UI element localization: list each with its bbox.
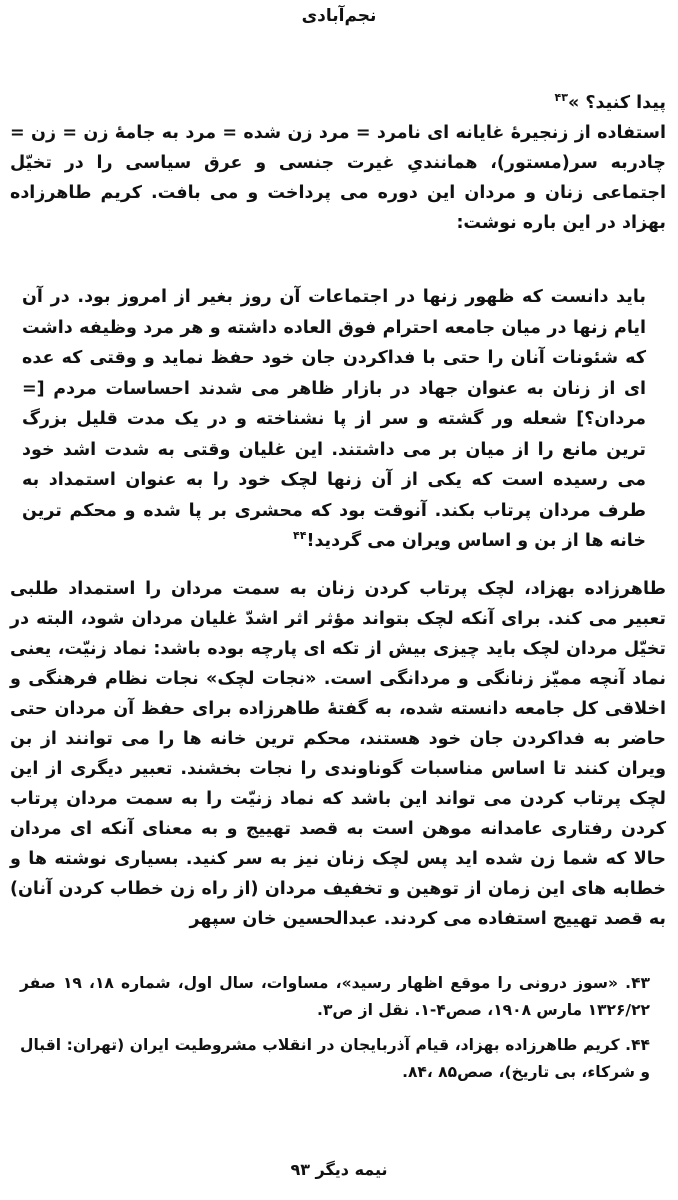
footnotes [20, 970, 650, 1094]
footnote-43: ۴۳. «سوز درونی را موقع اظهار رسید»، مساوات، سال اول، شماره ۱۸، ۱۹ صفر ۱۳۲۶/۲۲ مارس ۱۹۰۸، صص۴-۱. نقل از ص۳. [20, 974, 650, 1019]
lead-line-text: پیدا کنید؟ » [567, 93, 666, 113]
running-header: نجم‌آبادی [301, 6, 377, 26]
footnote-44: ۴۴. کریم طاهرزاده بهزاد، قیام آذربایجان در انقلاب مشروطیت ایران (تهران: اقبال و شرکاء، بی تاریخ)، صص۸۵ ،۸۴. [20, 1036, 650, 1081]
block-quote [22, 282, 646, 557]
footnote-ref-43: ۴۳ [554, 91, 568, 105]
footnote-ref-44: ۴۴ [293, 529, 307, 543]
paragraph-1: استفاده از زنجیرهٔ غایانه ای نامرد = مرد زن شده = مرد به جامهٔ زن = زن = چادربه سر(مستور)، همانندیِ غیرت جنسی و عرق سیاسی را در تخیّل اجتماعی زنان و مردان این دوره می پرداخت و می بافت. کریم طاهرزاده بهزاد در این باره نوشت: [10, 123, 666, 233]
paragraph-2: طاهرزاده بهزاد، لچک پرتاب کردن زنان به سمت مردان را استمداد طلبی تعبیر می کند. برای آنکه لچک بتواند مؤثر اثر اشدّ غلیان مردان شود، البته در تخیّل مردان لچک باید چیزی بیش از تکه ای پارچه بوده باشد: نماد زنیّت، یعنی نماد آنچه ممیّز زنانگی و مردانگی است. «نجات لچک» نجات نظام فرهنگی و اخلاقی کل جامعه دانسته شده، به گفتهٔ طاهرزاده برای حفظ آن مردان حتی حاضر به فداکردن جان خود هستند، محکم ترین خانه ها را می توانند از بن ویران کنند تا اساس مناسبات گوناوندی را نجات بخشند. تعبیر دیگری از این لچک پرتاب کردن می تواند این باشد که نماد زنیّت را به سمت مردان پرتاب کردن رفتاری عامدانه موهن است به قصد تهییج و به معنای آنکه ای مردان حالا که شما زن شده اید پس لچک زنان نیز به سر کنید. بسیاری نوشته ها و خطابه های این زمان از توهین و تخفیف مردان (از راه زن خطاب کردن آنان) به قصد تهییج استفاده می کردند. عبدالحسین خان سپهر [10, 579, 666, 929]
lead-line [10, 88, 666, 118]
page-footer: نیمه دیگر ۹۳ [290, 1160, 388, 1179]
block-quote-text: باید دانست که ظهور زنها در اجتماعات آن روز بغیر از امروز بود. در آن ایام زنها در میان جامعه احترام فوق العاده داشته و هر مرد وظیفه داشت که شئونات آنان را حتی با فداکردن جان خود حفظ نماید و وقتی که عده ای از زنان به عنوان جهاد در بازار ظاهر می شدند احساسات مردم [= مردان؟] شعله ور گشته و سر از پا نشناخته و در یک مدت قلیل بزرگ ترین مانع را از میان بر می داشتند. این غلیان وقتی به شدت اشد خود می رسیده است که یکی از آن زنها لچک خود را به عنوان استمداد به طرف مردان پرتاب بکند. آنوقت بود که محشری بر پا شده و محکم ترین خانه ها از بن و اساس ویران می گردید! [22, 287, 646, 551]
